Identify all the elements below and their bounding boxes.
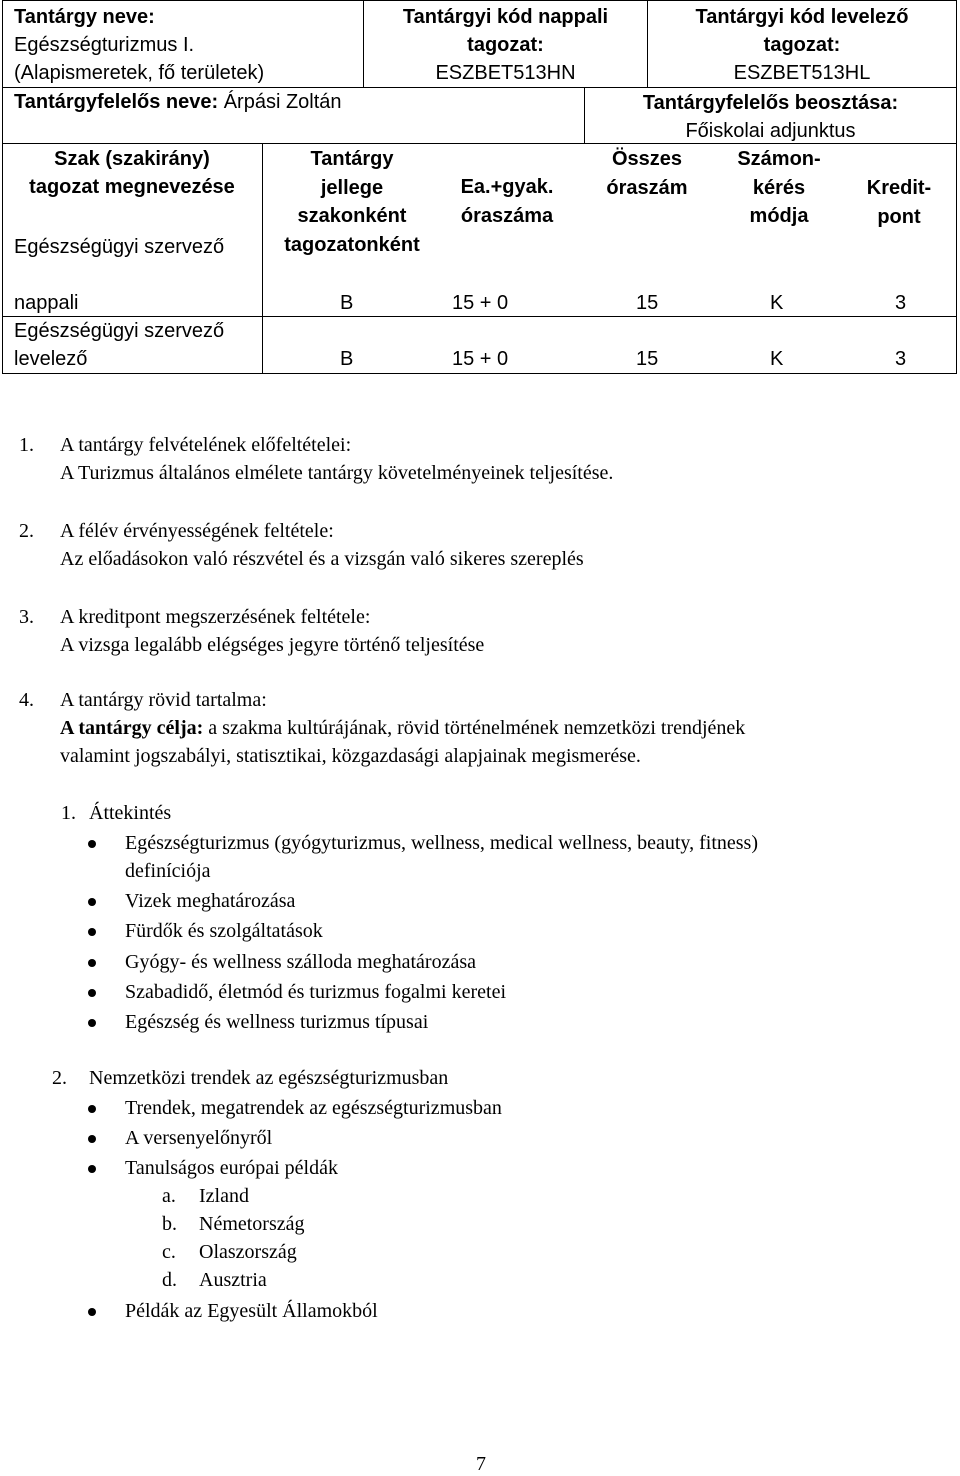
col-ossz-line2: óraszám [606, 176, 688, 199]
sub-list-text: Izland [199, 1185, 249, 1207]
bullet-icon [88, 1165, 96, 1173]
sub-list-text: Ausztria [199, 1269, 267, 1291]
subject-name-value: Egészségturizmus I. [14, 34, 195, 56]
col-jelleg-line2: jellege [320, 176, 384, 199]
row-credit: 3 [895, 348, 907, 370]
sub-list-marker: d. [162, 1269, 177, 1291]
bullet-icon [88, 1308, 96, 1316]
responsible-name: Árpási Zoltán [223, 91, 342, 113]
code-corr-label: Tantárgyi kód levelező [695, 6, 909, 28]
row-credit: 3 [895, 292, 907, 314]
list-item-text: Tanulságos európai példák [125, 1157, 338, 1179]
sub-list-text: Olaszország [199, 1241, 297, 1263]
position-cell [585, 89, 956, 145]
list-item-text: definíciója [125, 860, 211, 882]
bullet-icon [88, 1019, 96, 1027]
topic-number: 2. [52, 1067, 67, 1089]
section-text: Az előadásokon való részvétel és a vizsgán való sikeres szereplés [60, 548, 584, 570]
row-total-hours: 15 [636, 292, 659, 314]
col-header-ea [442, 173, 572, 230]
row-jelleg: B [340, 348, 354, 370]
row-program-mode: levelező [14, 348, 88, 370]
col-ossz-line1: Összes [611, 148, 683, 170]
bullet-icon [88, 898, 96, 906]
col-kred-line2: pont [877, 205, 921, 228]
col-jelleg-line3: szakonként [297, 205, 407, 227]
section-text: A vizsga legalább elégséges jegyre történő teljesítése [60, 634, 485, 656]
list-item-text: Fürdők és szolgáltatások [125, 920, 323, 942]
list-item-text: Gyógy- és wellness szálloda meghatározása [125, 951, 476, 973]
section-content [19, 686, 745, 770]
topic-title: Nemzetközi trendek az egészségturizmusban [89, 1067, 449, 1089]
sub-list-text: Németország [199, 1213, 305, 1235]
section-number: 3. [19, 606, 34, 628]
code-day-value: ESZBET513HN [435, 62, 576, 84]
col-ea-line1: Ea.+gyak. [460, 176, 554, 198]
section-validity [19, 517, 584, 573]
sub-list-marker: c. [162, 1241, 176, 1263]
bullet-icon [88, 989, 96, 997]
code-corr-label-2: tagozat: [763, 34, 841, 56]
goal-text-cont: valamint jogszabályi, statisztikai, közgazdasági alapjainak megismerése. [60, 745, 641, 767]
topic-title: Áttekintés [89, 802, 172, 824]
row-exam-type: K [770, 292, 784, 314]
list-item-text: Egészség és wellness turizmus típusai [125, 1011, 429, 1033]
list-item-text: Trendek, megatrendek az egészségturizmusban [125, 1097, 502, 1119]
code-corr-value: ESZBET513HL [733, 62, 871, 84]
list-item-text: Egészségturizmus (gyógyturizmus, wellness, medical wellness, beauty, fitness) [125, 832, 758, 854]
section-title: A tantárgy felvételének előfeltételei: [60, 434, 352, 456]
code-corr-cell [648, 3, 956, 87]
row-program-mode: nappali [14, 292, 79, 314]
row-jelleg: B [340, 292, 354, 314]
goal-label: A tantárgy célja: [60, 717, 204, 739]
subject-name-cell [14, 3, 264, 87]
section-number: 1. [19, 434, 34, 456]
row-ea-hours: 15 + 0 [452, 292, 509, 314]
subject-name-subtitle: (Alapismeretek, fő területek) [14, 62, 265, 84]
bullet-icon [88, 928, 96, 936]
subject-name-label: Tantárgy neve: [14, 6, 155, 28]
col-header-jelleg [262, 145, 442, 259]
responsible-label: Tantárgyfelelős neve: [14, 91, 219, 113]
col-szak-line1: Szak (szakirány) [54, 148, 210, 170]
col-header-szamonkeres [714, 145, 844, 231]
col-header-szak [2, 145, 262, 201]
page-number: 7 [476, 1453, 486, 1475]
section-number: 2. [19, 520, 34, 542]
goal-text: a szakma kultúrájának, rövid történelmének nemzetközi trendjének [203, 717, 746, 739]
code-day-label-2: tagozat: [467, 34, 544, 56]
bullet-icon [88, 1105, 96, 1113]
col-jelleg-line4: tagozatonként [284, 233, 420, 256]
section-text: A Turizmus általános elmélete tantárgy követelményeinek teljesítése. [60, 462, 614, 484]
col-szam-line2: kérés [752, 176, 806, 199]
position-label: Tantárgyfelelős beosztása: [642, 92, 899, 114]
col-kred-line1: Kredit- [866, 177, 932, 199]
col-ea-line2: óraszáma [460, 204, 554, 227]
course-info-table [2, 0, 957, 374]
sub-list-marker: b. [162, 1213, 177, 1235]
section-credit [19, 603, 484, 659]
code-day-cell [364, 3, 647, 87]
section-title: A félév érvényességének feltétele: [60, 520, 334, 542]
list-item-text: Szabadidő, életmód és turizmus fogalmi keretei [125, 981, 506, 1003]
col-szak-line2: tagozat megnevezése [29, 176, 235, 198]
sub-list-marker: a. [162, 1185, 176, 1207]
bullet-icon [88, 959, 96, 967]
responsible-cell [14, 89, 342, 116]
col-szam-line1: Számon- [737, 148, 821, 170]
row-program-name: Egészségügyi szervező [14, 320, 225, 342]
code-day-label: Tantárgyi kód nappali [402, 6, 609, 28]
col-header-kredit [842, 174, 956, 231]
list-item-text: A versenyelőnyről [125, 1127, 273, 1149]
section-number: 4. [19, 689, 34, 711]
topic-number: 1. [61, 802, 76, 824]
row-exam-type: K [770, 348, 784, 370]
row-total-hours: 15 [636, 348, 659, 370]
section-prerequisites [19, 431, 613, 487]
col-header-ossz [582, 145, 712, 202]
row-program-name: Egészségügyi szervező [14, 236, 225, 258]
list-item-text: Vizek meghatározása [125, 890, 296, 912]
section-title: A kreditpont megszerzésének feltétele: [60, 606, 371, 628]
row-ea-hours: 15 + 0 [452, 348, 509, 370]
section-title: A tantárgy rövid tartalma: [60, 689, 267, 711]
col-szam-line3: módja [749, 205, 809, 227]
list-item-text: Példák az Egyesült Államokból [125, 1300, 378, 1322]
position-value: Főiskolai adjunktus [685, 120, 856, 142]
bullet-icon [88, 840, 96, 848]
bullet-icon [88, 1135, 96, 1143]
col-jelleg-line1: Tantárgy [310, 148, 394, 170]
